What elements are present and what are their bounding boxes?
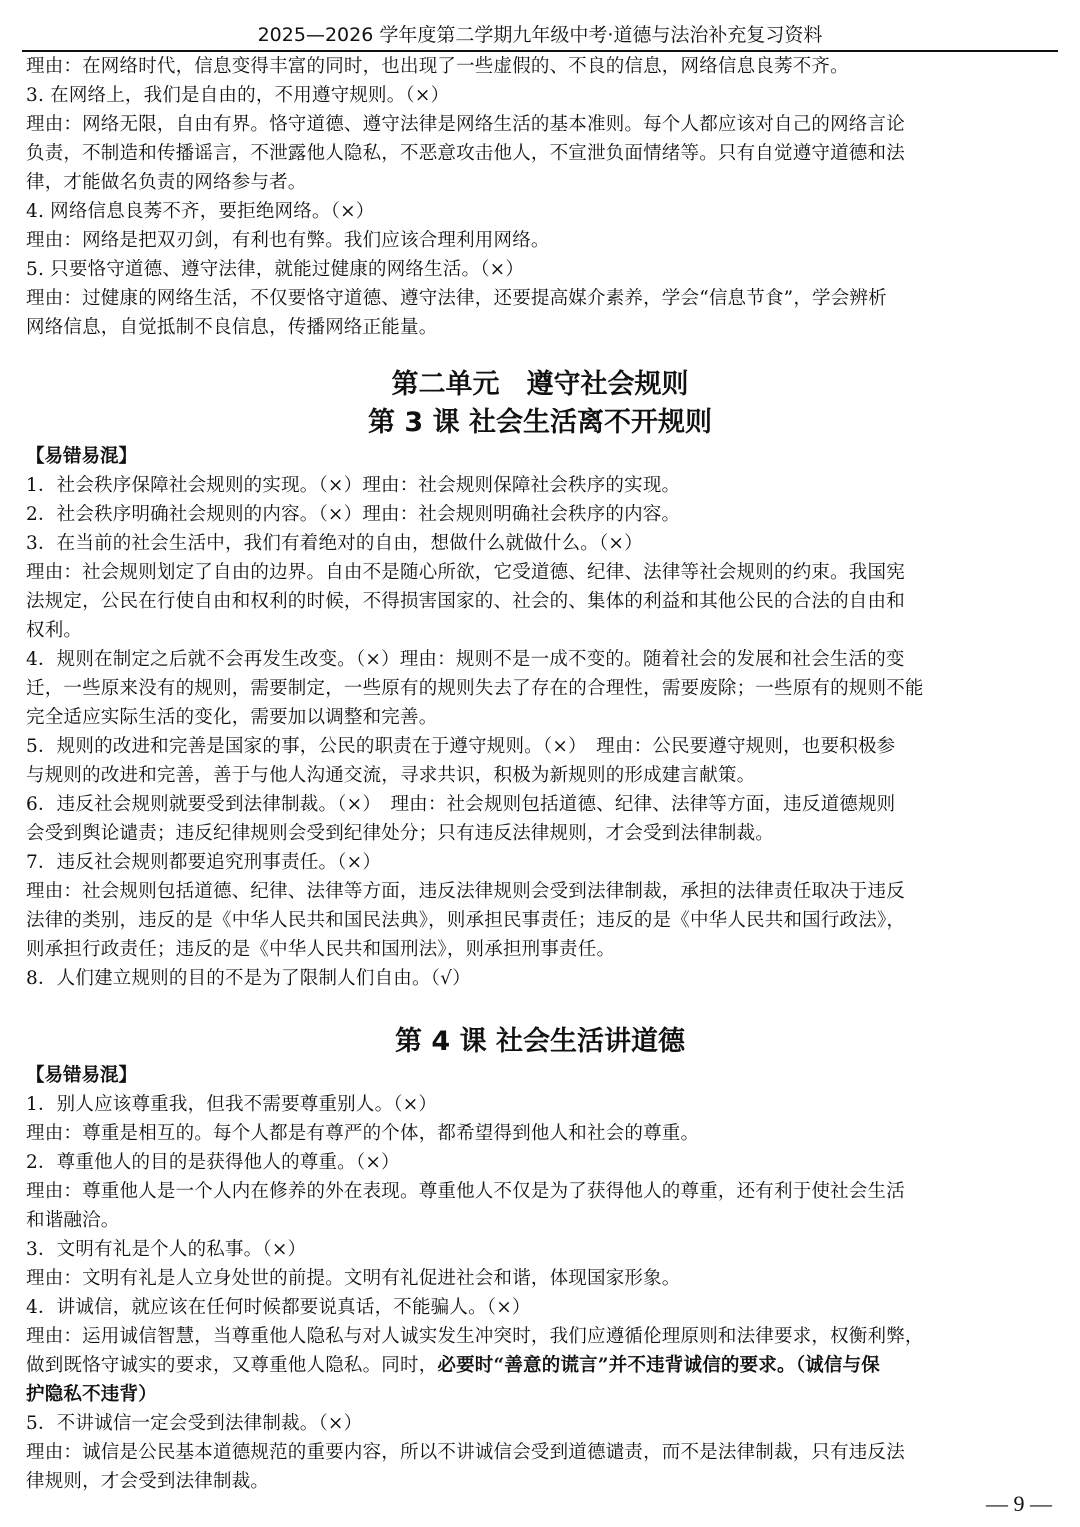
- emphasis-text: 护隐私不违背）: [26, 1384, 157, 1405]
- section-tag: 【易错易混】: [26, 446, 138, 467]
- text-line: 网络信息，自觉抵制不良信息，传播网络正能量。: [26, 317, 438, 338]
- question-3: 3. 在网络上，我们是自由的，不用遵守规则。（×）: [26, 85, 450, 106]
- text-line: 理由：社会规则包括道德、纪律、法律等方面，违反法律规则会受到法律制裁，承担的法律责任取决于违反: [26, 881, 905, 902]
- text-line: 律，才能做名负责的网络参与者。: [26, 172, 307, 193]
- text-line: 权利。: [26, 620, 83, 641]
- text-line: 理由：网络无限，自由有界。恪守道德、遵守法律是网络生活的基本准则。每个人都应该对自己的网络言论: [26, 114, 905, 135]
- text-line: 完全适应实际生活的变化，需要加以调整和完善。: [26, 707, 438, 728]
- page-number: — 9 —: [986, 1491, 1052, 1516]
- question-5: 5. 只要恪守道德、遵守法律，就能过健康的网络生活。（×）: [26, 259, 525, 280]
- text-line: 法规定，公民在行使自由和权利的时候，不得损害国家的、社会的、集体的利益和其他公民的合法的自由和: [26, 591, 905, 612]
- emphasis-text: 必要时“善意的谎言”并不违背诚信的要求。（诚信与保: [437, 1355, 880, 1376]
- text-line: 则承担行政责任；违反的是《中华人民共和国刑法》，则承担刑事责任。: [26, 939, 616, 960]
- text-line: 5．不讲诚信一定会受到法律制裁。（×）: [26, 1413, 363, 1434]
- text-line: 与规则的改进和完善，善于与他人沟通交流，寻求共识，积极为新规则的形成建言献策。: [26, 765, 756, 786]
- text-line: 理由：过健康的网络生活，不仅要恪守道德、遵守法律，还要提高媒介素养，学会“信息节食”，学会辨析: [26, 288, 887, 309]
- text-span: 做到既恪守诚实的要求，又尊重他人隐私。同时，: [26, 1355, 438, 1376]
- text-line: 理由：尊重他人是一个人内在修养的外在表现。尊重他人不仅是为了获得他人的尊重，还有利于使社会生活: [26, 1181, 905, 1202]
- text-line: 4．讲诚信，就应该在任何时候都要说真话，不能骗人。（×）: [26, 1297, 531, 1318]
- text-line: 理由：尊重是相互的。每个人都是有尊严的个体，都希望得到他人和社会的尊重。: [26, 1123, 700, 1144]
- lesson-3-title: 第 3 课 社会生活离不开规则: [368, 407, 712, 438]
- text-line: 理由：网络是把双刃剑，有利也有弊。我们应该合理利用网络。: [26, 230, 550, 251]
- text-line: 4．规则在制定之后就不会再发生改变。（×）理由：规则不是一成不变的。随着社会的发展和社会生活的变: [26, 649, 905, 670]
- text-line: [26, 1351, 1054, 1380]
- text-line: 7．违反社会规则都要追究刑事责任。（×）: [26, 852, 382, 873]
- text-line: 理由：诚信是公民基本道德规范的重要内容，所以不讲诚信会受到道德谴责，而不是法律制裁，只有违反法: [26, 1442, 905, 1463]
- text-line: 2．尊重他人的目的是获得他人的尊重。（×）: [26, 1152, 400, 1173]
- text-line: 律规则，才会受到法律制裁。: [26, 1471, 270, 1492]
- text-line: 3．文明有礼是个人的私事。（×）: [26, 1239, 307, 1260]
- document-body: [26, 52, 1054, 1496]
- text-line: 和谐融洽。: [26, 1210, 120, 1231]
- text-line: 会受到舆论谴责；违反纪律规则会受到纪律处分；只有违反法律规则，才会受到法律制裁。: [26, 823, 775, 844]
- question-4: 4. 网络信息良莠不齐，要拒绝网络。（×）: [26, 201, 375, 222]
- page-header: 2025—2026 学年度第二学期九年级中考·道德与法治补充复习资料: [22, 22, 1058, 52]
- text-line: 1．社会秩序保障社会规则的实现。（×）理由：社会规则保障社会秩序的实现。: [26, 475, 681, 496]
- text-line: 理由：文明有礼是人立身处世的前提。文明有礼促进社会和谐，体现国家形象。: [26, 1268, 681, 1289]
- text-line: [26, 1380, 1054, 1409]
- section-tag: 【易错易混】: [26, 1065, 138, 1086]
- text-line: 迁，一些原来没有的规则，需要制定，一些原有的规则失去了存在的合理性，需要废除；一些原有的规则不能: [26, 678, 924, 699]
- text-line: 理由：在网络时代，信息变得丰富的同时，也出现了一些虚假的、不良的信息，网络信息良莠不齐。: [26, 56, 849, 77]
- lesson-4-title: 第 4 课 社会生活讲道德: [395, 1026, 685, 1057]
- text-line: 理由：运用诚信智慧，当尊重他人隐私与对人诚实发生冲突时，我们应遵循伦理原则和法律要求，权衡利弊，: [26, 1326, 924, 1347]
- text-line: 8．人们建立规则的目的不是为了限制人们自由。（√）: [26, 968, 471, 989]
- text-line: 5．规则的改进和完善是国家的事，公民的职责在于遵守规则。（×） 理由：公民要遵守规则，也要积极参: [26, 736, 896, 757]
- text-line: 理由：社会规则划定了自由的边界。自由不是随心所欲，它受道德、纪律、法律等社会规则的约束。我国宪: [26, 562, 905, 583]
- text-line: 6．违反社会规则就要受到法律制裁。（×） 理由：社会规则包括道德、纪律、法律等方面，违反道德规则: [26, 794, 896, 815]
- text-line: 1．别人应该尊重我，但我不需要尊重别人。（×）: [26, 1094, 438, 1115]
- unit-title: 第二单元 遵守社会规则: [391, 369, 689, 400]
- text-line: 2．社会秩序明确社会规则的内容。（×）理由：社会规则明确社会秩序的内容。: [26, 504, 681, 525]
- text-line: 3．在当前的社会生活中，我们有着绝对的自由，想做什么就做什么。（×）: [26, 533, 643, 554]
- text-line: 法律的类别，违反的是《中华人民共和国民法典》，则承担民事责任；违反的是《中华人民共和国行政法》，: [26, 910, 906, 931]
- text-line: 负责，不制造和传播谣言，不泄露他人隐私，不恶意攻击他人，不宣泄负面情绪等。只有自觉遵守道德和法: [26, 143, 905, 164]
